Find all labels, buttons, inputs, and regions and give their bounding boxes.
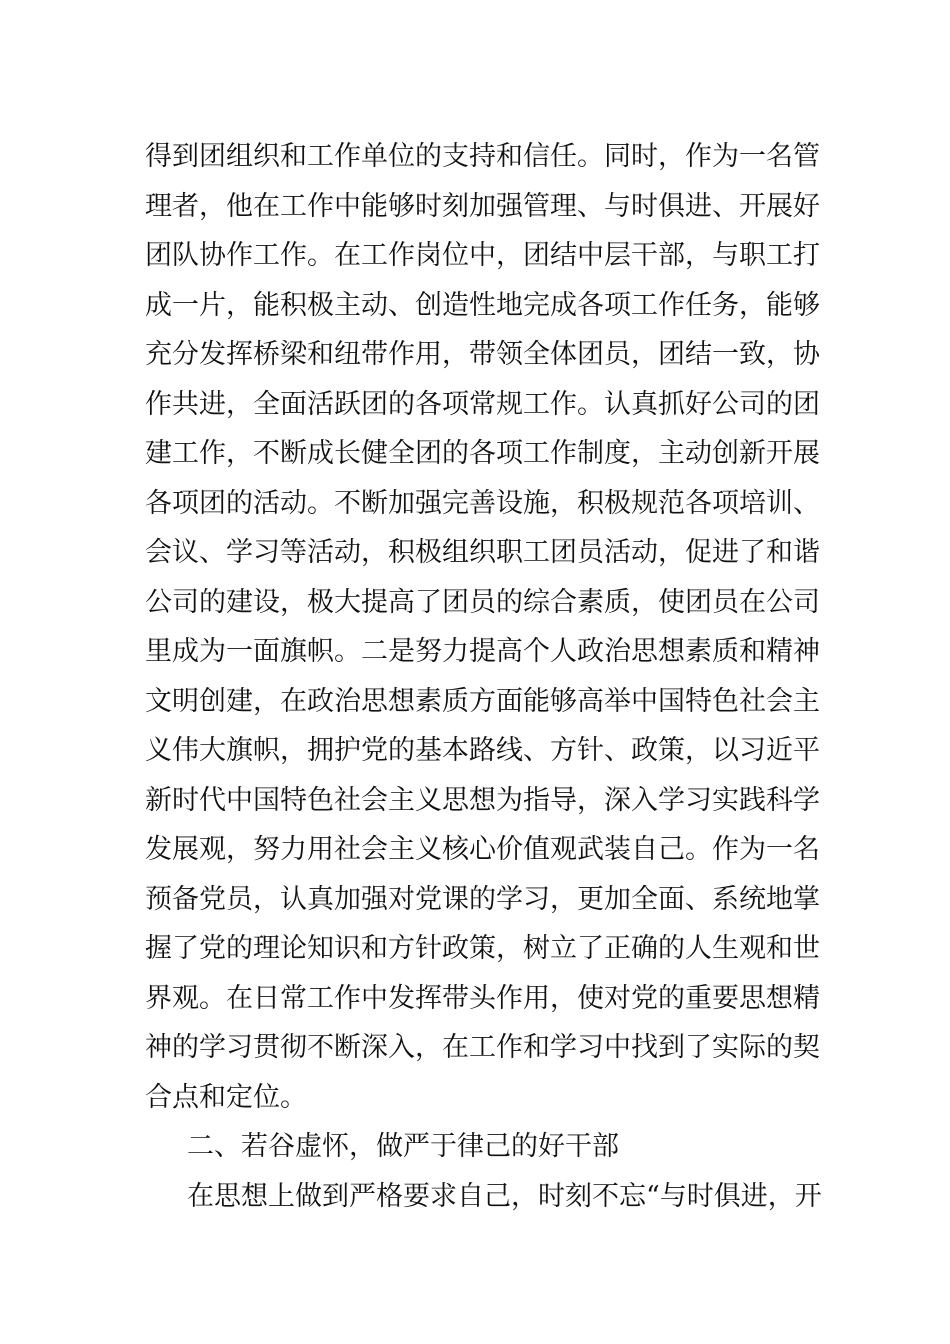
text-line-paragraph-end: 合点和定位。 xyxy=(145,1081,307,1113)
text-line: 作共进，全面活跃团的各项常规工作。认真抓好公司的团 xyxy=(145,388,820,420)
text-line: 得到团组织和工作单位的支持和信任。同时，作为一名管 xyxy=(145,141,820,172)
text-line: 公司的建设，极大提高了团员的综合素质，使团员在公司 xyxy=(145,586,820,618)
text-line: 预备党员，认真加强对党课的学习，更加全面、系统地掌 xyxy=(145,883,820,915)
text-line: 理者，他在工作中能够时刻加强管理、与时俱进、开展好 xyxy=(145,190,820,222)
text-line: 建工作，不断成长健全团的各项工作制度，主动创新开展 xyxy=(145,438,820,469)
text-line: 义伟大旗帜，拥护党的基本路线、方针、政策，以习近平 xyxy=(145,735,820,766)
text-line: 充分发挥桥梁和纽带作用，带领全体团员，团结一致，协 xyxy=(145,339,820,370)
paragraph-2-first-line: 在思想上做到严格要求自己，时刻不忘“与时俱进，开 xyxy=(187,1180,822,1212)
body-text xyxy=(145,132,822,1221)
text-line: 神的学习贯彻不断深入，在工作和学习中找到了实际的契 xyxy=(145,1032,820,1063)
text-line: 各项团的活动。不断加强完善设施，积极规范各项培训、 xyxy=(145,487,820,519)
text-line: 成一片，能积极主动、创造性地完成各项工作任务，能够 xyxy=(145,289,820,321)
text-line: 发展观，努力用社会主义核心价值观武装自己。作为一名 xyxy=(145,834,820,865)
text-line: 新时代中国特色社会主义思想为指导，深入学习实践科学 xyxy=(145,784,820,816)
text-line: 会议、学习等活动，积极组织职工团员活动，促进了和谐 xyxy=(145,537,820,568)
text-line: 里成为一面旗帜。二是努力提高个人政治思想素质和精神 xyxy=(145,636,820,667)
section-heading: 二、若谷虚怀，做严于律己的好干部 xyxy=(187,1131,619,1162)
text-line: 文明创建，在政治思想素质方面能够高举中国特色社会主 xyxy=(145,685,820,717)
text-line: 界观。在日常工作中发挥带头作用，使对党的重要思想精 xyxy=(145,982,820,1014)
text-line: 团队协作工作。在工作岗位中，团结中层干部，与职工打 xyxy=(145,240,820,271)
text-line: 握了党的理论知识和方针政策，树立了正确的人生观和世 xyxy=(145,933,820,964)
